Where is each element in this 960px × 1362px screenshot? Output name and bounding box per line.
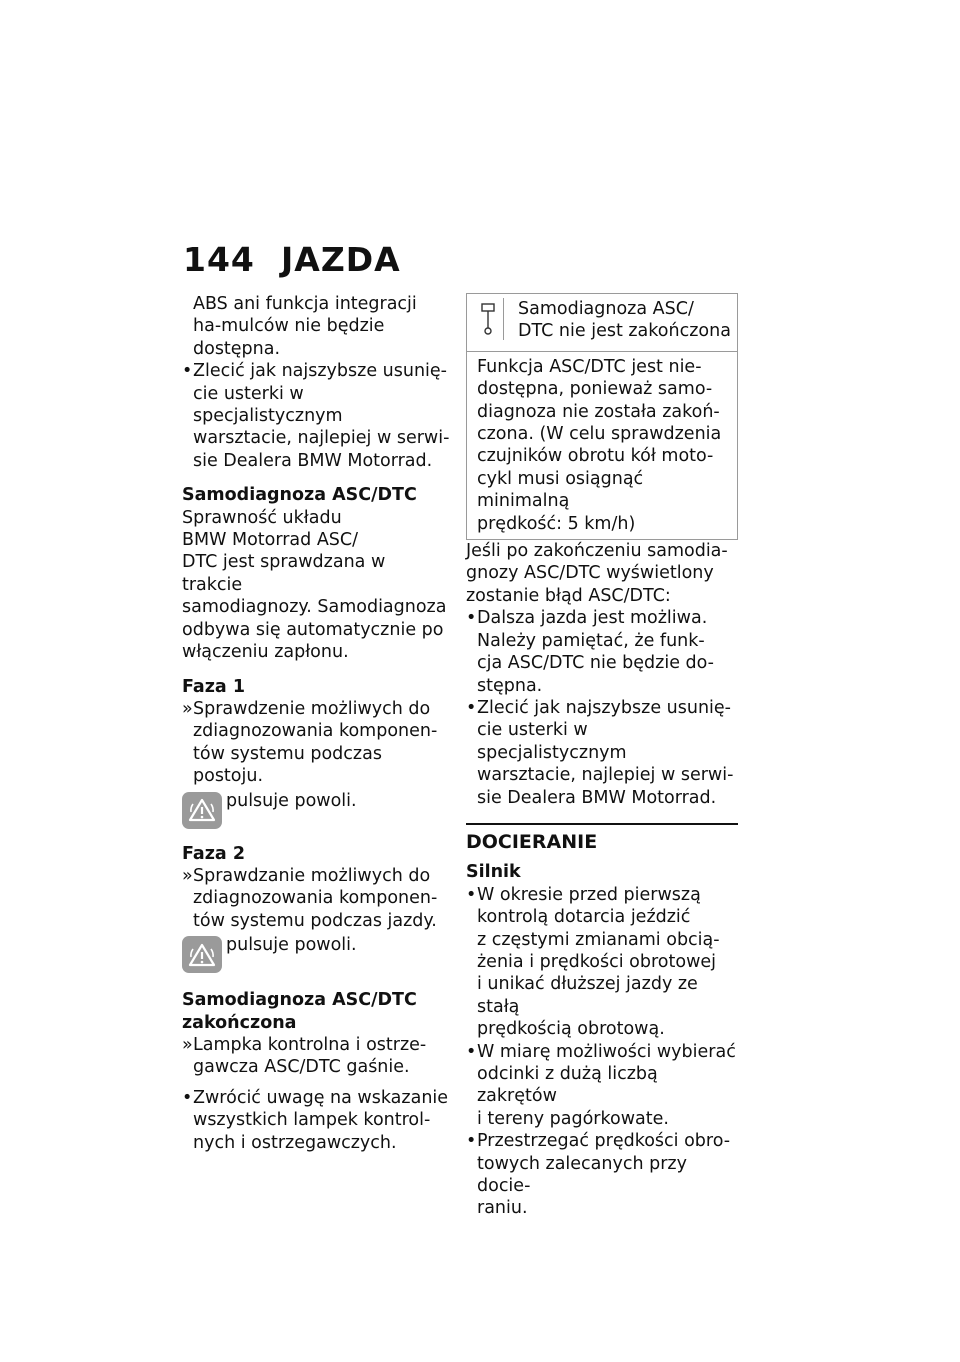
- engine-heading: Silnik: [466, 862, 521, 883]
- bullet-repair: • Zlecić jak najszybsze usunię- cie usterki w specjalistycznym warsztacie, najlepiej w serwi- sie Dealera BMW Motorrad.: [182, 360, 450, 472]
- phase2-heading: Faza 2: [182, 843, 246, 864]
- left-column: [182, 293, 450, 1154]
- wrench-info-icon: [479, 298, 504, 340]
- notice-header: [467, 294, 737, 352]
- bullet-repair-right: • Zlecić jak najszybsze usunię- cie usterki w specjalistycznym warsztacie, najlepiej w serwi- sie Dealera BMW Motorrad.: [466, 697, 738, 809]
- section-title: JAZDA: [281, 240, 401, 279]
- phase2-step: » Sprawdzanie możliwych do zdiagnozowania komponen- tów systemu podczas jazdy.: [182, 865, 450, 932]
- bullet-continue-riding: • Dalsza jazda jest możliwa. Należy pamiętać, że funk- cja ASC/DTC nie będzie do- stępna.: [466, 607, 738, 697]
- asc-warning-icon: [182, 792, 222, 829]
- bullet-lamps: • Zwrócić uwagę na wskazanie wszystkich lampek kontrol- nych i ostrzegawczych.: [182, 1087, 450, 1154]
- bullet-rpm-limits: • Przestrzegać prędkości obro- towych zalecanych przy docie- raniu.: [466, 1130, 738, 1220]
- right-column: [466, 293, 738, 1220]
- phase1-step: » Sprawdzenie możliwych do zdiagnozowania komponen- tów systemu podczas postoju.: [182, 698, 450, 788]
- phase2-warning: [182, 934, 450, 973]
- asc-warning-icon: [182, 936, 222, 973]
- notice-body: Funkcja ASC/DTC jest nie- dostępna, ponieważ samo- diagnoza nie została zakoń- czona. (W celu sprawdzenia czujników obrotu kół moto- cykl musi osiągnąć minimalną prędkość: 5 km/h): [477, 356, 722, 534]
- selfdiag-heading: Samodiagnoza ASC/DTC: [182, 485, 417, 506]
- section-divider: [466, 823, 738, 825]
- page-number: 144: [183, 240, 255, 279]
- phase1-heading: Faza 1: [182, 676, 246, 697]
- phase1-blink-text: pulsuje powoli.: [226, 790, 357, 811]
- continuation-text: ABS ani funkcja integracji ha-mulców nie będzie dostępna.: [193, 294, 417, 359]
- after-notice-text: Jeśli po zakończeniu samodia- gnozy ASC/DTC wyświetlony zostanie błąd ASC/DTC:: [466, 541, 728, 606]
- section-heading-docieranie: DOCIERANIE: [466, 830, 598, 853]
- page-header: [183, 240, 401, 279]
- phase1-warning: [182, 790, 450, 829]
- phase2-blink-text: pulsuje powoli.: [226, 935, 357, 956]
- bullet-break-in-load: • W okresie przed pierwszą kontrolą dotarcia jeździć z częstymi zmianami obcią- żenia i prędkości obrotowej i unikać dłuższej jazdy ze stałą prędkością obrotową.: [466, 884, 738, 1041]
- bullet-winding-roads: • W miarę możliwości wybierać odcinki z dużą liczbą zakrętów i tereny pagórkowate.: [466, 1041, 738, 1131]
- notice-box: [466, 293, 738, 540]
- completed-step: » Lampka kontrolna i ostrze- gawcza ASC/DTC gaśnie.: [182, 1034, 450, 1079]
- notice-title: Samodiagnoza ASC/ DTC nie jest zakończona: [518, 299, 731, 342]
- completed-heading: Samodiagnoza ASC/DTC zakończona: [182, 990, 417, 1033]
- selfdiag-text: Sprawność układu BMW Motorrad ASC/ DTC jest sprawdzana w trakcie samodiagnozy. Samodiagnoza odbywa się automatycznie po włączeniu zapłonu.: [182, 507, 447, 663]
